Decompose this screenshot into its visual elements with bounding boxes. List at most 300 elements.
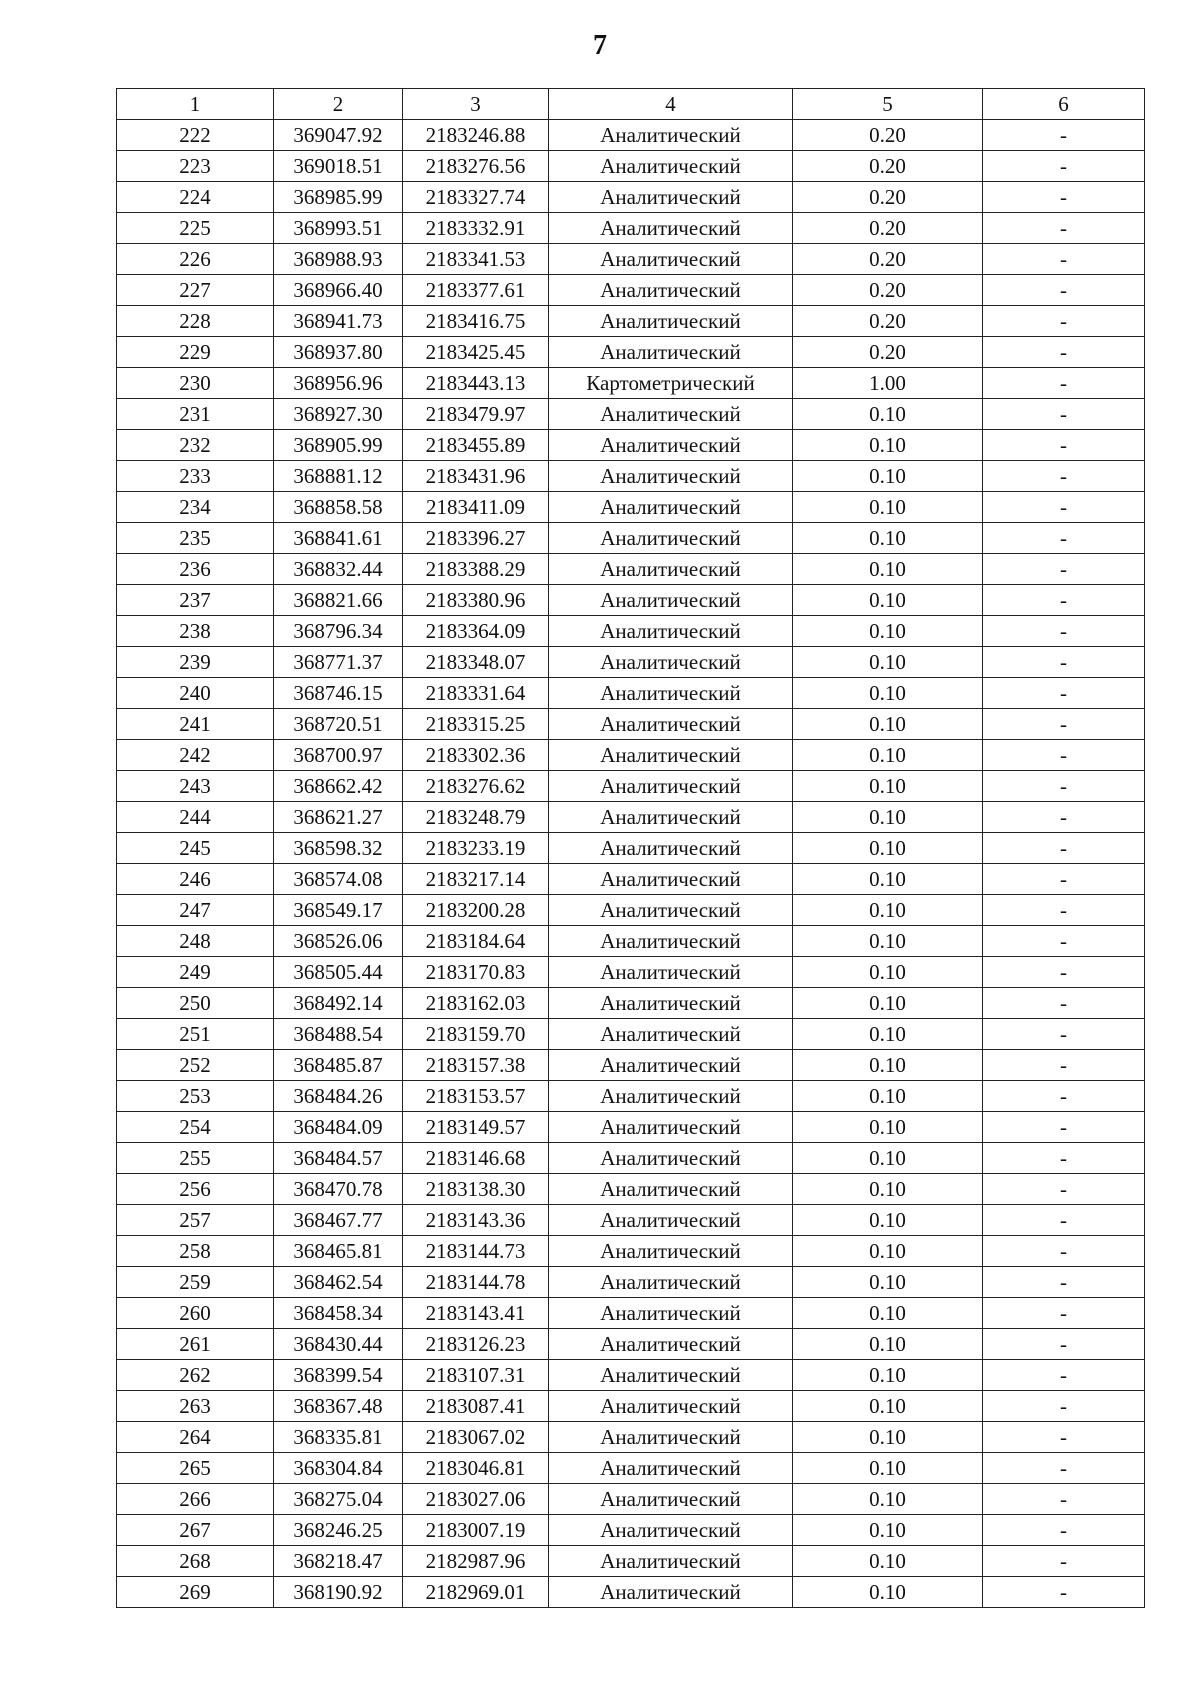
- y-coordinate-cell: 2183159.70: [403, 1019, 549, 1050]
- y-coordinate-cell: 2183067.02: [403, 1422, 549, 1453]
- y-coordinate-cell: 2183170.83: [403, 957, 549, 988]
- method-cell: Аналитический: [549, 1236, 793, 1267]
- note-cell: -: [983, 399, 1145, 430]
- table-row: [117, 1081, 1145, 1112]
- note-cell: -: [983, 306, 1145, 337]
- method-cell: Аналитический: [549, 1329, 793, 1360]
- x-coordinate-cell: 368941.73: [274, 306, 403, 337]
- accuracy-cell: 0.20: [793, 275, 983, 306]
- method-cell: Аналитический: [549, 1143, 793, 1174]
- note-cell: -: [983, 244, 1145, 275]
- note-cell: -: [983, 616, 1145, 647]
- table-row: [117, 306, 1145, 337]
- accuracy-cell: 0.10: [793, 1453, 983, 1484]
- note-cell: -: [983, 1019, 1145, 1050]
- y-coordinate-cell: 2183276.62: [403, 771, 549, 802]
- table-row: [117, 616, 1145, 647]
- x-coordinate-cell: 368621.27: [274, 802, 403, 833]
- table-row: [117, 926, 1145, 957]
- method-cell: Аналитический: [549, 647, 793, 678]
- note-cell: -: [983, 709, 1145, 740]
- x-coordinate-cell: 368905.99: [274, 430, 403, 461]
- table-row: [117, 492, 1145, 523]
- point-number-cell: 240: [117, 678, 274, 709]
- table-row: [117, 554, 1145, 585]
- column-header-6: 6: [983, 89, 1145, 120]
- table-row: [117, 244, 1145, 275]
- table-header: [117, 89, 1145, 120]
- table-row: [117, 461, 1145, 492]
- table-row: [117, 1205, 1145, 1236]
- note-cell: -: [983, 678, 1145, 709]
- table-row: [117, 399, 1145, 430]
- note-cell: -: [983, 213, 1145, 244]
- y-coordinate-cell: 2183146.68: [403, 1143, 549, 1174]
- point-number-cell: 251: [117, 1019, 274, 1050]
- note-cell: -: [983, 151, 1145, 182]
- y-coordinate-cell: 2183138.30: [403, 1174, 549, 1205]
- table-row: [117, 771, 1145, 802]
- accuracy-cell: 0.10: [793, 1360, 983, 1391]
- method-cell: Аналитический: [549, 492, 793, 523]
- y-coordinate-cell: 2183046.81: [403, 1453, 549, 1484]
- accuracy-cell: 0.10: [793, 523, 983, 554]
- accuracy-cell: 0.20: [793, 213, 983, 244]
- y-coordinate-cell: 2182969.01: [403, 1577, 549, 1608]
- table-row: [117, 1546, 1145, 1577]
- method-cell: Аналитический: [549, 957, 793, 988]
- point-number-cell: 229: [117, 337, 274, 368]
- method-cell: Аналитический: [549, 182, 793, 213]
- accuracy-cell: 0.10: [793, 1267, 983, 1298]
- point-number-cell: 232: [117, 430, 274, 461]
- y-coordinate-cell: 2183416.75: [403, 306, 549, 337]
- y-coordinate-cell: 2183479.97: [403, 399, 549, 430]
- note-cell: -: [983, 461, 1145, 492]
- x-coordinate-cell: 368190.92: [274, 1577, 403, 1608]
- accuracy-cell: 0.10: [793, 1391, 983, 1422]
- y-coordinate-cell: 2183149.57: [403, 1112, 549, 1143]
- method-cell: Аналитический: [549, 771, 793, 802]
- note-cell: -: [983, 771, 1145, 802]
- y-coordinate-cell: 2183162.03: [403, 988, 549, 1019]
- x-coordinate-cell: 368304.84: [274, 1453, 403, 1484]
- point-number-cell: 265: [117, 1453, 274, 1484]
- x-coordinate-cell: 368574.08: [274, 864, 403, 895]
- note-cell: -: [983, 647, 1145, 678]
- x-coordinate-cell: 368430.44: [274, 1329, 403, 1360]
- note-cell: -: [983, 1546, 1145, 1577]
- y-coordinate-cell: 2183431.96: [403, 461, 549, 492]
- method-cell: Аналитический: [549, 461, 793, 492]
- table-row: [117, 1174, 1145, 1205]
- point-number-cell: 237: [117, 585, 274, 616]
- point-number-cell: 254: [117, 1112, 274, 1143]
- note-cell: -: [983, 864, 1145, 895]
- accuracy-cell: 0.10: [793, 1174, 983, 1205]
- y-coordinate-cell: 2182987.96: [403, 1546, 549, 1577]
- point-number-cell: 266: [117, 1484, 274, 1515]
- x-coordinate-cell: 368881.12: [274, 461, 403, 492]
- x-coordinate-cell: 368462.54: [274, 1267, 403, 1298]
- point-number-cell: 252: [117, 1050, 274, 1081]
- method-cell: Аналитический: [549, 151, 793, 182]
- method-cell: Аналитический: [549, 988, 793, 1019]
- accuracy-cell: 0.10: [793, 1515, 983, 1546]
- x-coordinate-cell: 369018.51: [274, 151, 403, 182]
- y-coordinate-cell: 2183388.29: [403, 554, 549, 585]
- method-cell: Аналитический: [549, 1205, 793, 1236]
- x-coordinate-cell: 368485.87: [274, 1050, 403, 1081]
- note-cell: -: [983, 926, 1145, 957]
- accuracy-cell: 0.10: [793, 647, 983, 678]
- point-number-cell: 262: [117, 1360, 274, 1391]
- method-cell: Аналитический: [549, 1112, 793, 1143]
- y-coordinate-cell: 2183143.41: [403, 1298, 549, 1329]
- note-cell: -: [983, 1267, 1145, 1298]
- y-coordinate-cell: 2183143.36: [403, 1205, 549, 1236]
- point-number-cell: 247: [117, 895, 274, 926]
- x-coordinate-cell: 368841.61: [274, 523, 403, 554]
- accuracy-cell: 0.10: [793, 492, 983, 523]
- table-row: [117, 1422, 1145, 1453]
- point-number-cell: 244: [117, 802, 274, 833]
- x-coordinate-cell: 368458.34: [274, 1298, 403, 1329]
- table-row: [117, 1391, 1145, 1422]
- y-coordinate-cell: 2183396.27: [403, 523, 549, 554]
- note-cell: -: [983, 1391, 1145, 1422]
- table-row: [117, 833, 1145, 864]
- method-cell: Аналитический: [549, 337, 793, 368]
- accuracy-cell: 0.10: [793, 585, 983, 616]
- x-coordinate-cell: 368335.81: [274, 1422, 403, 1453]
- note-cell: -: [983, 1205, 1145, 1236]
- y-coordinate-cell: 2183200.28: [403, 895, 549, 926]
- y-coordinate-cell: 2183327.74: [403, 182, 549, 213]
- table-row: [117, 523, 1145, 554]
- method-cell: Аналитический: [549, 740, 793, 771]
- x-coordinate-cell: 368700.97: [274, 740, 403, 771]
- method-cell: Аналитический: [549, 275, 793, 306]
- y-coordinate-cell: 2183248.79: [403, 802, 549, 833]
- column-header-5: 5: [793, 89, 983, 120]
- note-cell: -: [983, 1577, 1145, 1608]
- method-cell: Аналитический: [549, 306, 793, 337]
- method-cell: Аналитический: [549, 244, 793, 275]
- accuracy-cell: 0.10: [793, 399, 983, 430]
- method-cell: Аналитический: [549, 709, 793, 740]
- y-coordinate-cell: 2183411.09: [403, 492, 549, 523]
- table-row: [117, 864, 1145, 895]
- accuracy-cell: 0.20: [793, 120, 983, 151]
- accuracy-cell: 0.10: [793, 1019, 983, 1050]
- note-cell: -: [983, 275, 1145, 306]
- accuracy-cell: 0.10: [793, 1577, 983, 1608]
- x-coordinate-cell: 368771.37: [274, 647, 403, 678]
- note-cell: -: [983, 988, 1145, 1019]
- method-cell: Картометрический: [549, 368, 793, 399]
- y-coordinate-cell: 2183364.09: [403, 616, 549, 647]
- point-number-cell: 267: [117, 1515, 274, 1546]
- table-row: [117, 802, 1145, 833]
- point-number-cell: 227: [117, 275, 274, 306]
- note-cell: -: [983, 1484, 1145, 1515]
- method-cell: Аналитический: [549, 585, 793, 616]
- note-cell: -: [983, 182, 1145, 213]
- table-row: [117, 895, 1145, 926]
- x-coordinate-cell: 368218.47: [274, 1546, 403, 1577]
- point-number-cell: 259: [117, 1267, 274, 1298]
- accuracy-cell: 0.10: [793, 709, 983, 740]
- accuracy-cell: 0.10: [793, 461, 983, 492]
- point-number-cell: 250: [117, 988, 274, 1019]
- x-coordinate-cell: 368966.40: [274, 275, 403, 306]
- point-number-cell: 242: [117, 740, 274, 771]
- y-coordinate-cell: 2183107.31: [403, 1360, 549, 1391]
- column-header-2: 2: [274, 89, 403, 120]
- method-cell: Аналитический: [549, 1484, 793, 1515]
- table-row: [117, 182, 1145, 213]
- y-coordinate-cell: 2183087.41: [403, 1391, 549, 1422]
- accuracy-cell: 0.10: [793, 430, 983, 461]
- table-row: [117, 678, 1145, 709]
- method-cell: Аналитический: [549, 895, 793, 926]
- point-number-cell: 257: [117, 1205, 274, 1236]
- method-cell: Аналитический: [549, 864, 793, 895]
- point-number-cell: 243: [117, 771, 274, 802]
- y-coordinate-cell: 2183341.53: [403, 244, 549, 275]
- accuracy-cell: 0.10: [793, 1050, 983, 1081]
- note-cell: -: [983, 368, 1145, 399]
- method-cell: Аналитический: [549, 833, 793, 864]
- table-row: [117, 1112, 1145, 1143]
- table-row: [117, 1267, 1145, 1298]
- x-coordinate-cell: 368465.81: [274, 1236, 403, 1267]
- y-coordinate-cell: 2183331.64: [403, 678, 549, 709]
- accuracy-cell: 0.10: [793, 771, 983, 802]
- table-row: [117, 957, 1145, 988]
- y-coordinate-cell: 2183302.36: [403, 740, 549, 771]
- method-cell: Аналитический: [549, 1050, 793, 1081]
- note-cell: -: [983, 833, 1145, 864]
- x-coordinate-cell: 368367.48: [274, 1391, 403, 1422]
- table-row: [117, 740, 1145, 771]
- x-coordinate-cell: 368246.25: [274, 1515, 403, 1546]
- y-coordinate-cell: 2183144.73: [403, 1236, 549, 1267]
- x-coordinate-cell: 368937.80: [274, 337, 403, 368]
- accuracy-cell: 0.10: [793, 957, 983, 988]
- note-cell: -: [983, 492, 1145, 523]
- coordinates-table: [116, 88, 1145, 1608]
- note-cell: -: [983, 1422, 1145, 1453]
- method-cell: Аналитический: [549, 1453, 793, 1484]
- table-row: [117, 337, 1145, 368]
- x-coordinate-cell: 368399.54: [274, 1360, 403, 1391]
- point-number-cell: 249: [117, 957, 274, 988]
- method-cell: Аналитический: [549, 1391, 793, 1422]
- method-cell: Аналитический: [549, 1174, 793, 1205]
- point-number-cell: 234: [117, 492, 274, 523]
- accuracy-cell: 0.20: [793, 306, 983, 337]
- point-number-cell: 253: [117, 1081, 274, 1112]
- note-cell: -: [983, 430, 1145, 461]
- method-cell: Аналитический: [549, 1360, 793, 1391]
- table-row: [117, 430, 1145, 461]
- note-cell: -: [983, 740, 1145, 771]
- table-row: [117, 213, 1145, 244]
- note-cell: -: [983, 1174, 1145, 1205]
- x-coordinate-cell: 369047.92: [274, 120, 403, 151]
- x-coordinate-cell: 368470.78: [274, 1174, 403, 1205]
- method-cell: Аналитический: [549, 120, 793, 151]
- accuracy-cell: 0.10: [793, 678, 983, 709]
- x-coordinate-cell: 368488.54: [274, 1019, 403, 1050]
- method-cell: Аналитический: [549, 399, 793, 430]
- method-cell: Аналитический: [549, 1267, 793, 1298]
- table-row: [117, 647, 1145, 678]
- accuracy-cell: 0.10: [793, 895, 983, 926]
- note-cell: -: [983, 1081, 1145, 1112]
- y-coordinate-cell: 2183157.38: [403, 1050, 549, 1081]
- y-coordinate-cell: 2183144.78: [403, 1267, 549, 1298]
- note-cell: -: [983, 554, 1145, 585]
- y-coordinate-cell: 2183027.06: [403, 1484, 549, 1515]
- table-row: [117, 585, 1145, 616]
- x-coordinate-cell: 368662.42: [274, 771, 403, 802]
- point-number-cell: 268: [117, 1546, 274, 1577]
- method-cell: Аналитический: [549, 1422, 793, 1453]
- table-row: [117, 1298, 1145, 1329]
- point-number-cell: 269: [117, 1577, 274, 1608]
- y-coordinate-cell: 2183126.23: [403, 1329, 549, 1360]
- table-row: [117, 1484, 1145, 1515]
- table-row: [117, 275, 1145, 306]
- note-cell: -: [983, 1329, 1145, 1360]
- y-coordinate-cell: 2183153.57: [403, 1081, 549, 1112]
- note-cell: -: [983, 1143, 1145, 1174]
- point-number-cell: 256: [117, 1174, 274, 1205]
- accuracy-cell: 0.20: [793, 151, 983, 182]
- accuracy-cell: 0.10: [793, 864, 983, 895]
- y-coordinate-cell: 2183007.19: [403, 1515, 549, 1546]
- x-coordinate-cell: 368993.51: [274, 213, 403, 244]
- x-coordinate-cell: 368746.15: [274, 678, 403, 709]
- accuracy-cell: 0.20: [793, 337, 983, 368]
- note-cell: -: [983, 1112, 1145, 1143]
- note-cell: -: [983, 120, 1145, 151]
- x-coordinate-cell: 368275.04: [274, 1484, 403, 1515]
- table-row: [117, 709, 1145, 740]
- accuracy-cell: 0.10: [793, 740, 983, 771]
- point-number-cell: 223: [117, 151, 274, 182]
- point-number-cell: 225: [117, 213, 274, 244]
- method-cell: Аналитический: [549, 678, 793, 709]
- note-cell: -: [983, 337, 1145, 368]
- table-row: [117, 368, 1145, 399]
- column-header-3: 3: [403, 89, 549, 120]
- point-number-cell: 236: [117, 554, 274, 585]
- x-coordinate-cell: 368832.44: [274, 554, 403, 585]
- point-number-cell: 241: [117, 709, 274, 740]
- method-cell: Аналитический: [549, 213, 793, 244]
- y-coordinate-cell: 2183246.88: [403, 120, 549, 151]
- method-cell: Аналитический: [549, 1019, 793, 1050]
- accuracy-cell: 0.10: [793, 554, 983, 585]
- accuracy-cell: 0.10: [793, 833, 983, 864]
- x-coordinate-cell: 368821.66: [274, 585, 403, 616]
- point-number-cell: 228: [117, 306, 274, 337]
- accuracy-cell: 0.10: [793, 1081, 983, 1112]
- table-row: [117, 1360, 1145, 1391]
- x-coordinate-cell: 368492.14: [274, 988, 403, 1019]
- note-cell: -: [983, 1236, 1145, 1267]
- method-cell: Аналитический: [549, 1081, 793, 1112]
- point-number-cell: 233: [117, 461, 274, 492]
- column-header-4: 4: [549, 89, 793, 120]
- x-coordinate-cell: 368858.58: [274, 492, 403, 523]
- method-cell: Аналитический: [549, 802, 793, 833]
- method-cell: Аналитический: [549, 430, 793, 461]
- method-cell: Аналитический: [549, 554, 793, 585]
- point-number-cell: 255: [117, 1143, 274, 1174]
- accuracy-cell: 0.10: [793, 1484, 983, 1515]
- y-coordinate-cell: 2183332.91: [403, 213, 549, 244]
- accuracy-cell: 0.10: [793, 1112, 983, 1143]
- method-cell: Аналитический: [549, 523, 793, 554]
- x-coordinate-cell: 368484.57: [274, 1143, 403, 1174]
- x-coordinate-cell: 368956.96: [274, 368, 403, 399]
- accuracy-cell: 0.10: [793, 802, 983, 833]
- y-coordinate-cell: 2183380.96: [403, 585, 549, 616]
- accuracy-cell: 0.10: [793, 1546, 983, 1577]
- page-number: 7: [593, 30, 607, 61]
- method-cell: Аналитический: [549, 1546, 793, 1577]
- point-number-cell: 263: [117, 1391, 274, 1422]
- table-row: [117, 1515, 1145, 1546]
- point-number-cell: 260: [117, 1298, 274, 1329]
- point-number-cell: 264: [117, 1422, 274, 1453]
- method-cell: Аналитический: [549, 1298, 793, 1329]
- y-coordinate-cell: 2183425.45: [403, 337, 549, 368]
- method-cell: Аналитический: [549, 926, 793, 957]
- accuracy-cell: 0.10: [793, 988, 983, 1019]
- table-row: [117, 1143, 1145, 1174]
- accuracy-cell: 0.10: [793, 1236, 983, 1267]
- point-number-cell: 226: [117, 244, 274, 275]
- table-row: [117, 1236, 1145, 1267]
- point-number-cell: 261: [117, 1329, 274, 1360]
- point-number-cell: 258: [117, 1236, 274, 1267]
- point-number-cell: 248: [117, 926, 274, 957]
- method-cell: Аналитический: [549, 1577, 793, 1608]
- x-coordinate-cell: 368526.06: [274, 926, 403, 957]
- y-coordinate-cell: 2183276.56: [403, 151, 549, 182]
- table-row: [117, 1453, 1145, 1484]
- accuracy-cell: 0.20: [793, 244, 983, 275]
- accuracy-cell: 1.00: [793, 368, 983, 399]
- note-cell: -: [983, 585, 1145, 616]
- table-row: [117, 1050, 1145, 1081]
- accuracy-cell: 0.10: [793, 1143, 983, 1174]
- y-coordinate-cell: 2183233.19: [403, 833, 549, 864]
- accuracy-cell: 0.10: [793, 926, 983, 957]
- note-cell: -: [983, 1050, 1145, 1081]
- point-number-cell: 231: [117, 399, 274, 430]
- accuracy-cell: 0.10: [793, 1422, 983, 1453]
- header-row: [117, 89, 1145, 120]
- x-coordinate-cell: 368796.34: [274, 616, 403, 647]
- table-row: [117, 988, 1145, 1019]
